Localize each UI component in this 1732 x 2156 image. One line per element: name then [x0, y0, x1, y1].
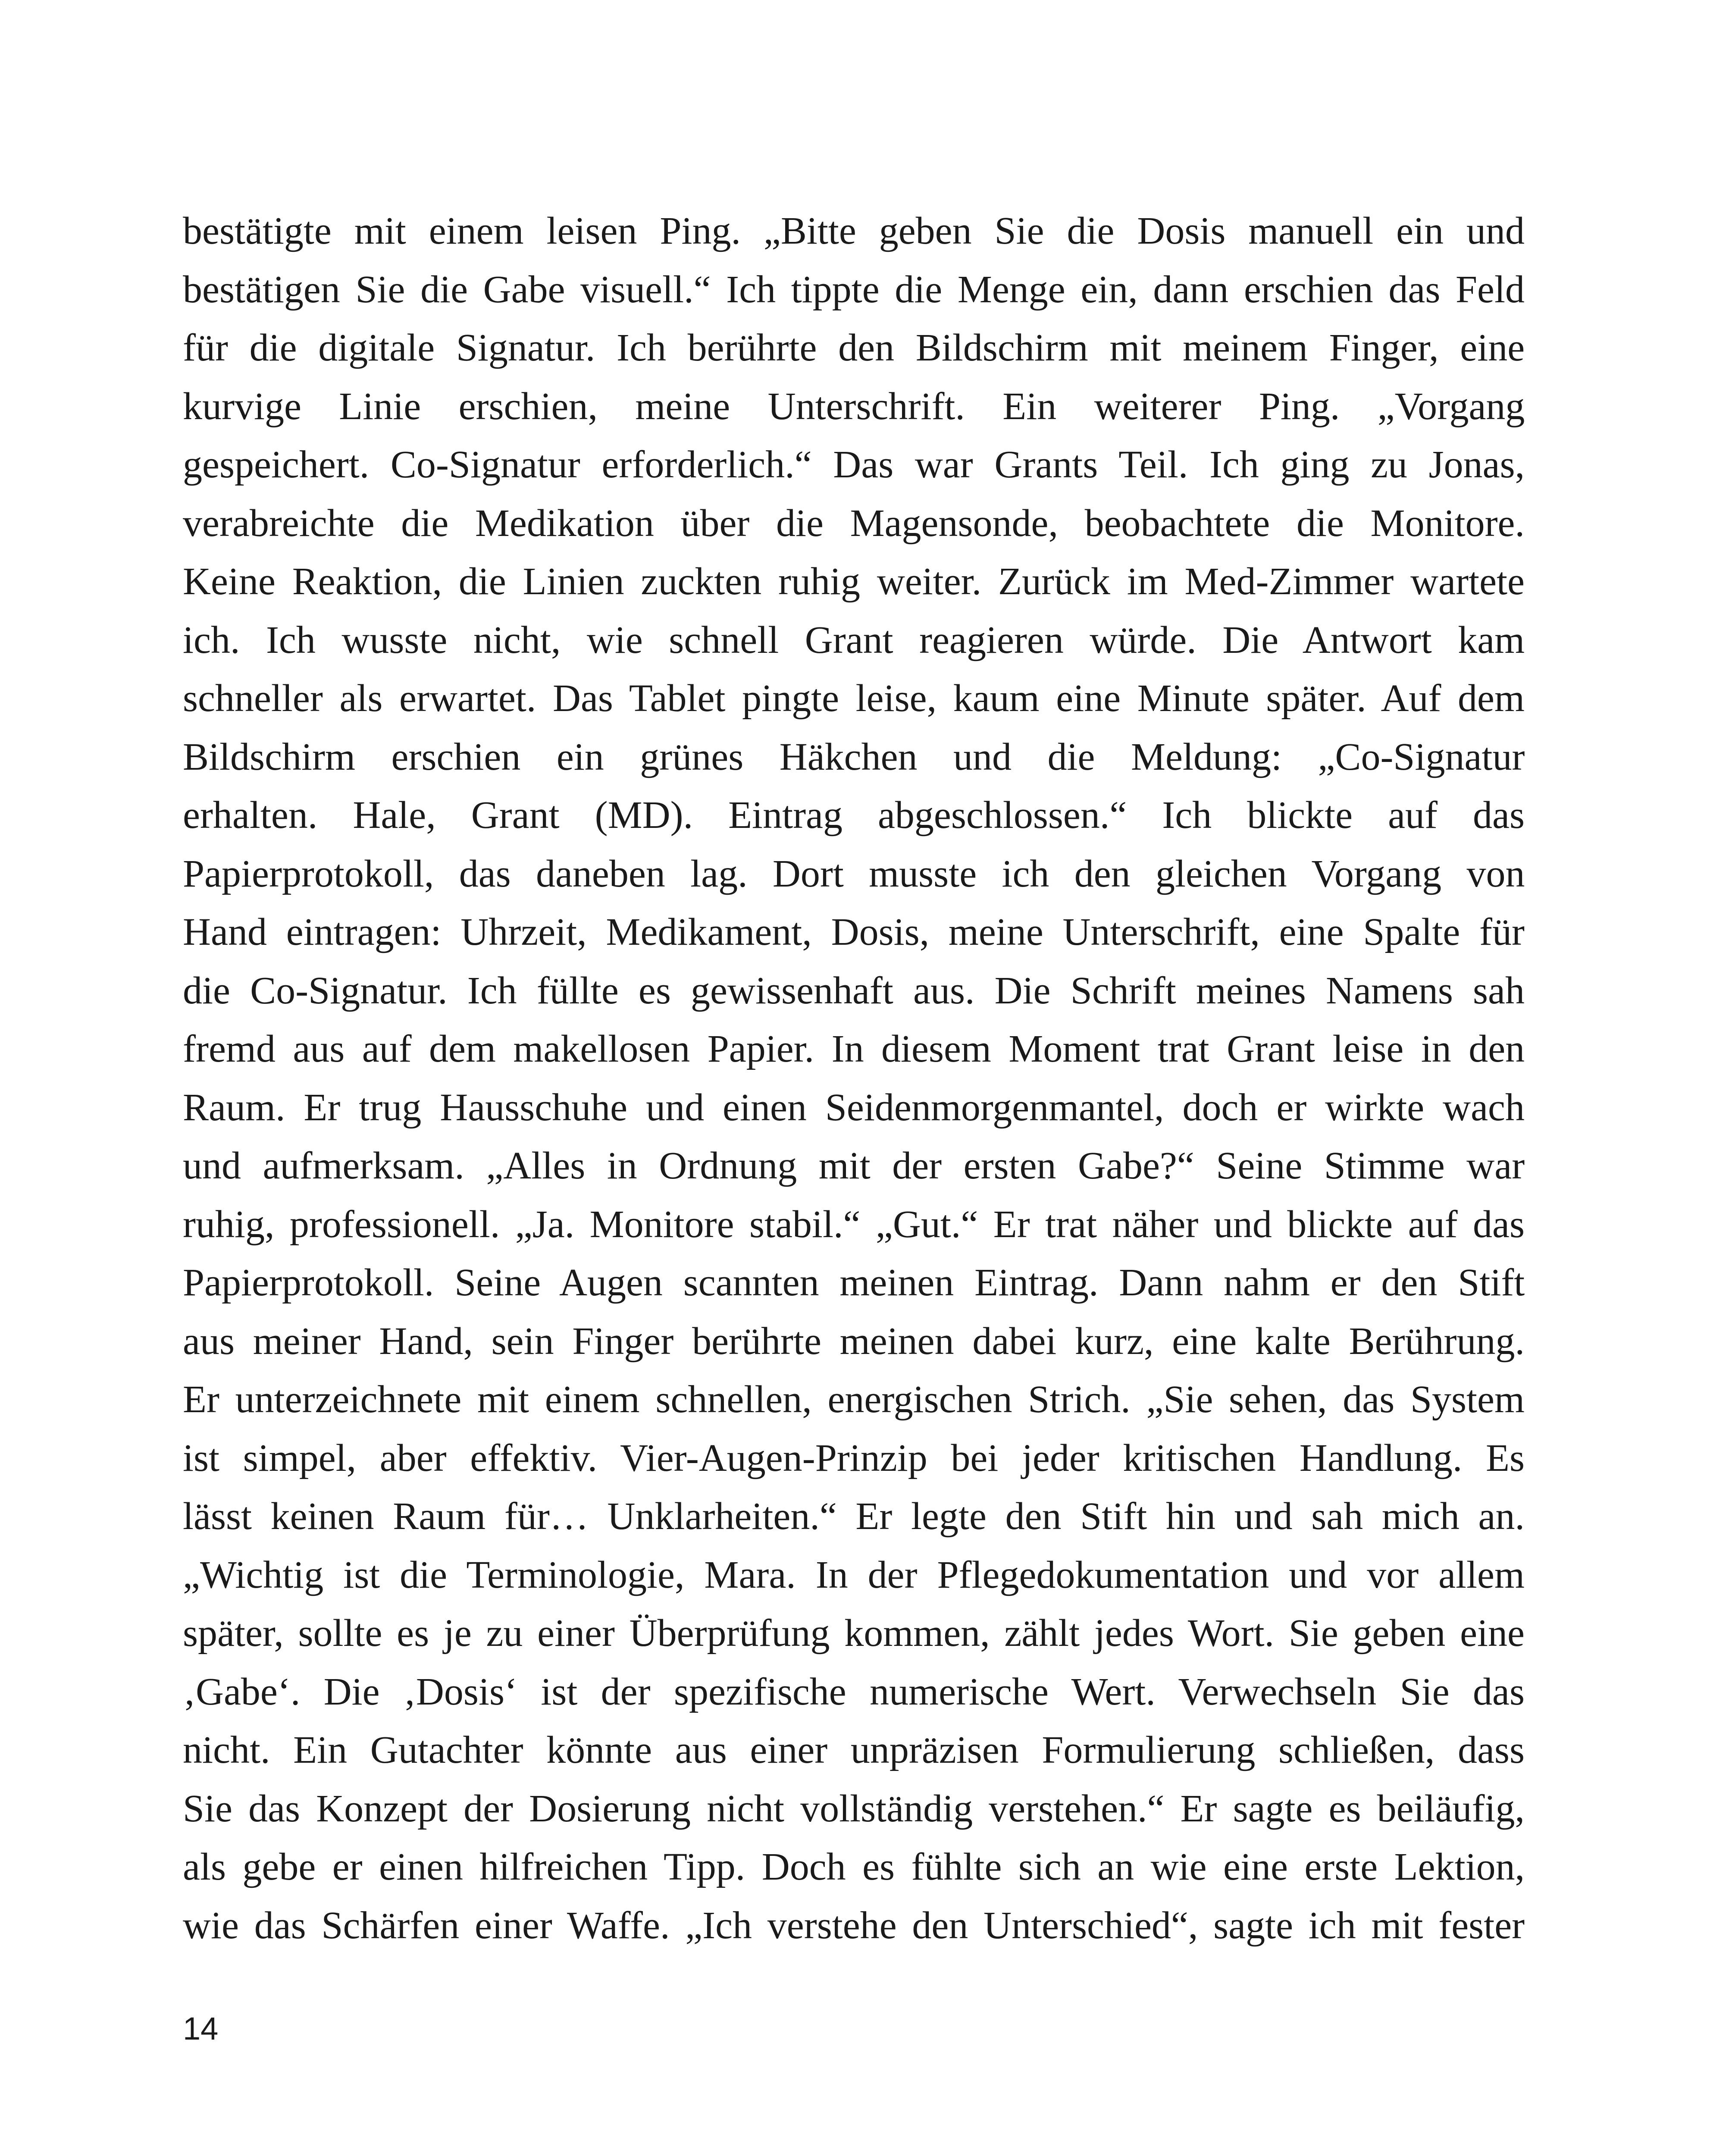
text-line: für die digitale Signatur. Ich berührte den Bildschirm mit meinem Finger, eine	[183, 326, 1525, 369]
text-line: verabreichte die Medikation über die Magensonde, beobachtete die Monitore.	[183, 501, 1525, 545]
text-line: gespeichert. Co-Signatur erforderlich.“ Das war Grants Teil. Ich ging zu Jonas,	[183, 443, 1525, 486]
text-line: Sie das Konzept der Dosierung nicht vollständig verstehen.“ Er sagte es beiläufig,	[183, 1787, 1525, 1830]
text-line: wie das Schärfen einer Waffe. „Ich verstehe den Unterschied“, sagte ich mit fester	[183, 1904, 1525, 1947]
text-line: Keine Reaktion, die Linien zuckten ruhig weiter. Zurück im Med-Zimmer wartete	[183, 560, 1525, 603]
text-line: aus meiner Hand, sein Finger berührte meinen dabei kurz, eine kalte Berührung.	[183, 1319, 1525, 1363]
text-line: die Co-Signatur. Ich füllte es gewissenhaft aus. Die Schrift meines Namens sah	[183, 969, 1525, 1012]
text-line: Papierprotokoll. Seine Augen scannten meinen Eintrag. Dann nahm er den Stift	[183, 1261, 1525, 1304]
text-line: ruhig, professionell. „Ja. Monitore stabil.“ „Gut.“ Er trat näher und blickte auf das	[183, 1203, 1525, 1246]
text-line: Hand eintragen: Uhrzeit, Medikament, Dosis, meine Unterschrift, eine Spalte für	[183, 911, 1525, 953]
text-line: Er unterzeichnete mit einem schnellen, energischen Strich. „Sie sehen, das System	[183, 1378, 1525, 1421]
text-line: nicht. Ein Gutachter könnte aus einer unpräzisen Formulierung schließen, dass	[183, 1729, 1525, 1771]
text-line: als gebe er einen hilfreichen Tipp. Doch es fühlte sich an wie eine erste Lektion,	[183, 1846, 1525, 1888]
text-line: erhalten. Hale, Grant (MD). Eintrag abgeschlossen.“ Ich blickte auf das	[183, 794, 1525, 837]
text-line: lässt keinen Raum für… Unklarheiten.“ Er legte den Stift hin und sah mich an.	[183, 1495, 1525, 1538]
text-line: Papierprotokoll, das daneben lag. Dort musste ich den gleichen Vorgang von	[183, 852, 1525, 895]
text-line: kurvige Linie erschien, meine Unterschrift. Ein weiterer Ping. „Vorgang	[183, 385, 1525, 428]
text-line: bestätigte mit einem leisen Ping. „Bitte geben Sie die Dosis manuell ein und	[183, 210, 1525, 252]
text-line: und aufmerksam. „Alles in Ordnung mit der ersten Gabe?“ Seine Stimme war	[183, 1144, 1525, 1187]
text-line: fremd aus auf dem makellosen Papier. In diesem Moment trat Grant leise in den	[183, 1028, 1525, 1070]
text-line: schneller als erwartet. Das Tablet pingte leise, kaum eine Minute später. Auf dem	[183, 677, 1525, 720]
text-line: ist simpel, aber effektiv. Vier-Augen-Prinzip bei jeder kritischen Handlung. Es	[183, 1436, 1525, 1479]
text-line: Raum. Er trug Hausschuhe und einen Seidenmorgenmantel, doch er wirkte wach	[183, 1086, 1525, 1129]
text-line: ‚Gabe‘. Die ‚Dosis‘ ist der spezifische numerische Wert. Verwechseln Sie das	[183, 1670, 1525, 1713]
body-text	[183, 202, 1525, 1955]
text-line: ich. Ich wusste nicht, wie schnell Grant reagieren würde. Die Antwort kam	[183, 618, 1525, 661]
text-line: später, sollte es je zu einer Überprüfung kommen, zählt jedes Wort. Sie geben eine	[183, 1612, 1525, 1655]
text-line: Bildschirm erschien ein grünes Häkchen und die Meldung: „Co-Signatur	[183, 735, 1525, 778]
page-number: 14	[183, 2011, 219, 2046]
text-line: bestätigen Sie die Gabe visuell.“ Ich tippte die Menge ein, dann erschien das Feld	[183, 268, 1525, 311]
text-line: „Wichtig ist die Terminologie, Mara. In der Pflegedokumentation und vor allem	[183, 1553, 1525, 1596]
